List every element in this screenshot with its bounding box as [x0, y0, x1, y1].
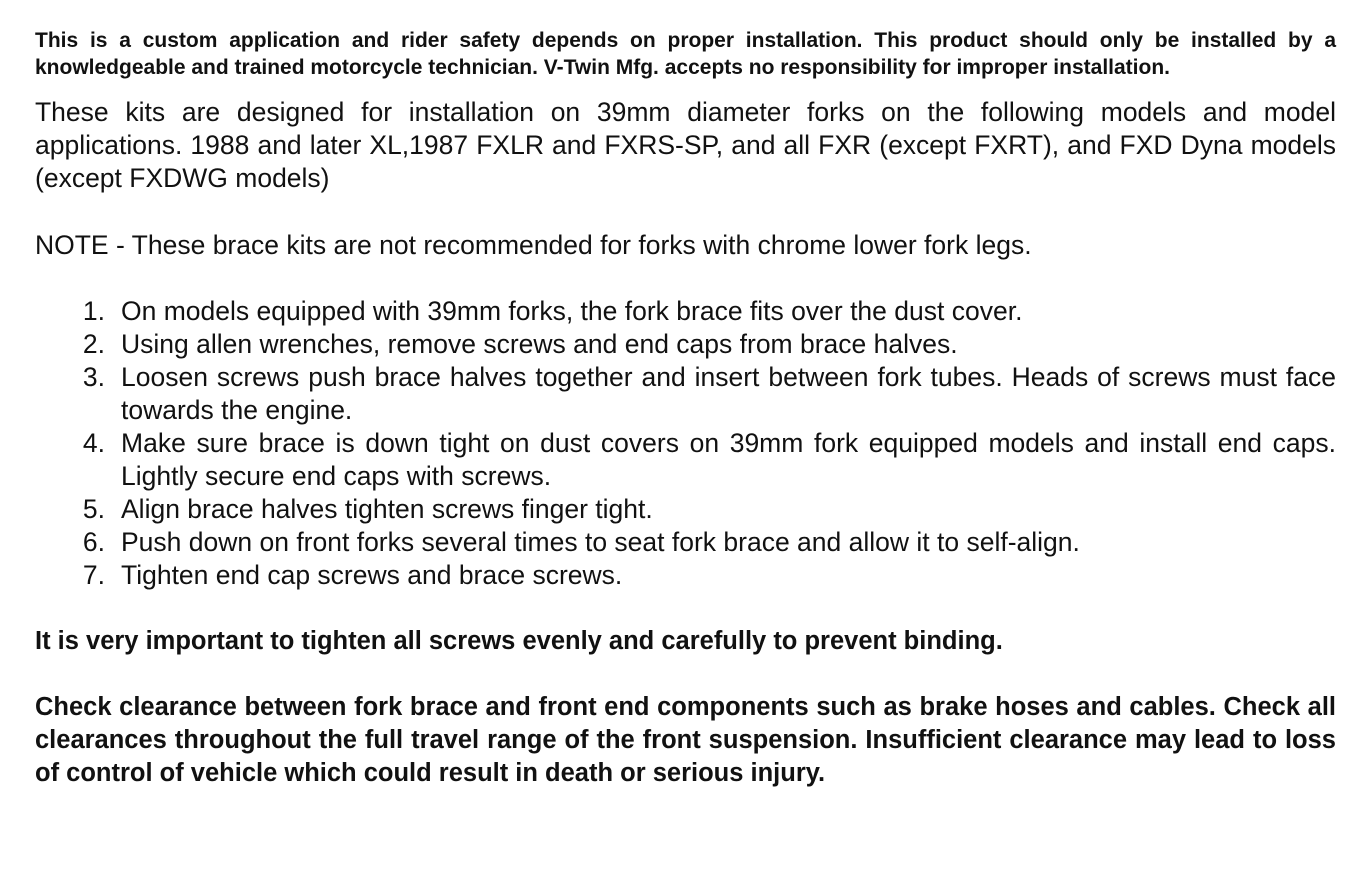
step-number: 7. [82, 560, 105, 590]
step-number: 4. [82, 428, 105, 458]
list-item [35, 559, 1336, 592]
list-item [35, 361, 1336, 427]
safety-warning-paragraph: This is a custom application and rider safety depends on proper installation. This product should only be installed by a knowledgeable and trained motorcycle technician. V-Twin Mfg. accepts no responsibility for improper installation. [35, 29, 1336, 79]
list-item [35, 427, 1336, 493]
step-text: Using allen wrenches, remove screws and end caps from brace halves. [121, 329, 958, 359]
step-text: Loosen screws push brace halves together and insert between fork tubes. Heads of screws must face towards the engine. [121, 362, 1336, 425]
installation-steps-list [35, 295, 1336, 592]
step-number: 2. [82, 329, 105, 359]
intro-paragraph: These kits are designed for installation on 39mm diameter forks on the following models and model applications. 1988 and later XL,1987 FXLR and FXRS-SP, and all FXR (except FXRT), and FXD Dyna models (except FXDWG models) [35, 97, 1336, 193]
step-number: 3. [82, 362, 105, 392]
step-text: Align brace halves tighten screws finger tight. [121, 494, 653, 524]
important-paragraph: It is very important to tighten all screws evenly and carefully to prevent binding. [35, 627, 1003, 655]
step-text: On models equipped with 39mm forks, the fork brace fits over the dust cover. [121, 296, 1023, 326]
step-text: Make sure brace is down tight on dust covers on 39mm fork equipped models and install end caps. Lightly secure end caps with screws. [121, 428, 1336, 491]
note-paragraph: NOTE - These brace kits are not recommended for forks with chrome lower fork legs. [35, 230, 1032, 260]
step-text: Tighten end cap screws and brace screws. [121, 560, 623, 590]
step-number: 1. [82, 296, 105, 326]
step-number: 5. [82, 494, 105, 524]
list-item [35, 328, 1336, 361]
step-text: Push down on front forks several times to seat fork brace and allow it to self-align. [121, 527, 1080, 557]
step-number: 6. [82, 527, 105, 557]
list-item [35, 295, 1336, 328]
list-item [35, 493, 1336, 526]
clearance-warning-paragraph: Check clearance between fork brace and front end components such as brake hoses and cables. Check all clearances throughout the full travel range of the front suspension. Insufficient clearance may lead to loss of control of vehicle which could result in death or serious injury. [35, 693, 1336, 787]
list-item [35, 526, 1336, 559]
